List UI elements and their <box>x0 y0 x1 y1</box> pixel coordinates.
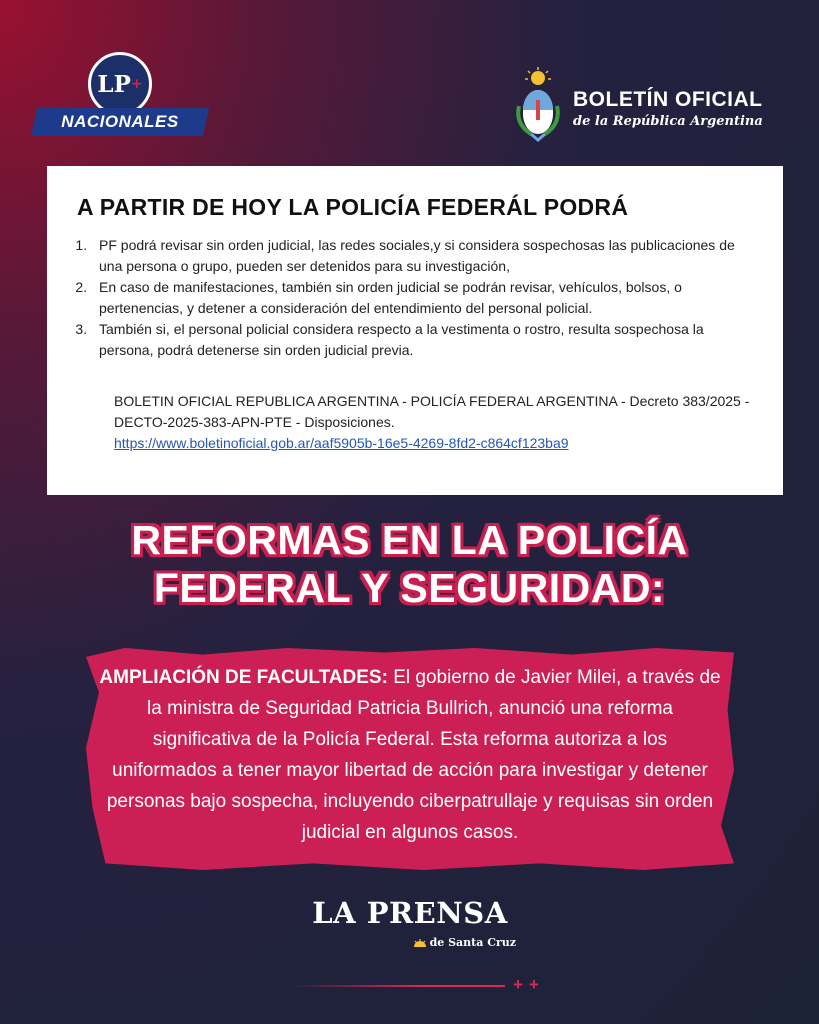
headline-line-1: REFORMAS EN LA POLICÍA <box>131 517 688 563</box>
boletin-oficial-logo <box>513 66 773 146</box>
headline-line-2: FEDERAL Y SEGURIDAD: <box>153 565 666 611</box>
lp-plus-mark: + <box>130 76 143 92</box>
plus-icon: ++ <box>513 975 545 994</box>
boletin-oficial-title: BOLETÍN OFICIAL <box>573 88 763 111</box>
boletin-link[interactable]: https://www.boletinoficial.gob.ar/aaf5905b-16e5-4269-8fd2-c864cf123ba9 <box>114 435 569 451</box>
argentina-coat-of-arms-icon <box>513 66 563 144</box>
nacionales-banner <box>31 108 209 136</box>
body-text <box>98 662 722 848</box>
document-item-1: 1. PF podrá revisar sin orden judicial, las redes sociales,y si considera sospechosas las publicaciones de una persona o grupo, pueden ser detenidos para su investigación, <box>91 235 761 277</box>
document-heading: A PARTIR DE HOY LA POLICÍA FEDERÁL PODRÁ <box>77 194 629 220</box>
lp-nacionales-logo <box>34 52 214 142</box>
boletin-oficial-subtitle: de la República Argentina <box>573 114 763 129</box>
body-lead: AMPLIACIÓN DE FACULTADES: <box>99 667 388 688</box>
la-prensa-subtitle-row <box>413 936 516 949</box>
document-item-2: 2. En caso de manifestaciones, también sin orden judicial se podrán revisar, vehículos, bolsos, o pertenencias, y detener a consideración del entendimiento del personal policial. <box>91 277 761 319</box>
document-excerpt <box>47 166 783 495</box>
document-reference-block <box>69 391 761 454</box>
footer-divider <box>290 985 505 987</box>
document-item-3: 3. También si, el personal policial considera respecto a la vestimenta o rostro, resulta sospechosa la persona, podrá detenerse sin orden judicial previa. <box>91 319 761 361</box>
nacionales-label: NACIONALES <box>61 112 179 131</box>
document-reference: BOLETIN OFICIAL REPUBLICA ARGENTINA - POLICÍA FEDERAL ARGENTINA - Decreto 383/2025 - DECTO-2025-383-APN-PTE - Disposiciones. <box>114 393 750 430</box>
lp-logo-mark <box>88 52 152 116</box>
lp-mark-text: LP <box>97 70 131 98</box>
body-paragraph: El gobierno de Javier Milei, a través de la ministra de Seguridad Patricia Bullrich, anunció una reforma significativa de la Policía Federal. Esta reforma autoriza a los uniformados a tener mayor libertad de acción para investigar y detener personas bajo sospecha, incluyendo ciberpatrullaje y requisas sin orden judicial en algunos casos. <box>106 667 721 843</box>
sun-icon <box>413 939 427 948</box>
la-prensa-title: LA PRENSA <box>312 896 508 930</box>
document-list <box>69 235 761 361</box>
la-prensa-logo <box>300 896 520 956</box>
la-prensa-subtitle: de Santa Cruz <box>429 936 516 949</box>
headline <box>0 516 819 612</box>
